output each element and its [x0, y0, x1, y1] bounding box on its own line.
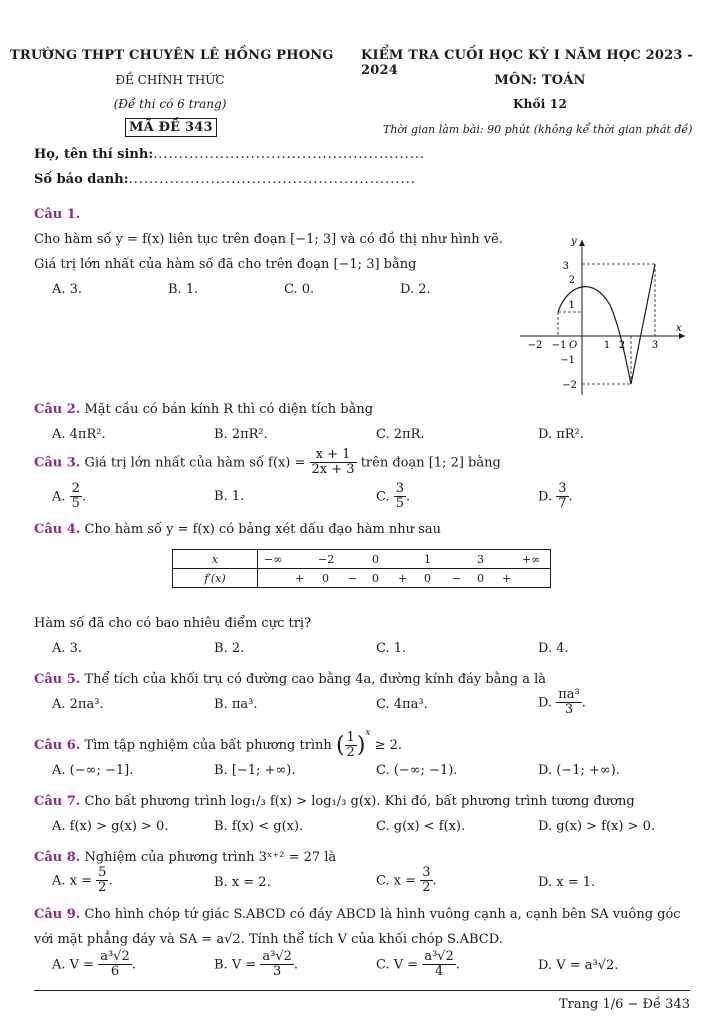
- x-tick-1: 1: [603, 340, 611, 351]
- q8-opt-c: C. x = $\frac{3}{2}$ .: [376, 865, 437, 896]
- q5-label: Câu 5.: [34, 672, 81, 687]
- q6: Câu 6. Tìm tập nghiệm của bất phương trình ( $\frac{1}{2}$ )$^x$ ≥ 2.: [34, 728, 403, 760]
- q2-opt-c: C. 2πR.: [376, 427, 425, 442]
- x-tick-3: 3: [651, 340, 659, 351]
- id-dots: ........................................................: [128, 172, 416, 187]
- q7-opt-c: C. g(x) < f(x).: [376, 819, 466, 834]
- q6-text: Tìm tập nghiệm của bất phương trình: [84, 738, 332, 753]
- q6-opt-b: B. [−1; +∞).: [214, 763, 296, 778]
- q1-opt-c: C. 0.: [284, 282, 315, 297]
- name-label: Họ, tên thí sinh:: [34, 147, 154, 162]
- q2-label: Câu 2.: [34, 402, 81, 417]
- y-tick-neg1: −1: [560, 355, 575, 366]
- q7-opt-d: D. g(x) > f(x) > 0.: [538, 819, 656, 834]
- time-note: Thời gian làm bài: 90 phút (không kể thời gian phát đề): [383, 123, 693, 136]
- q5-opt-b: B. πa³.: [214, 697, 258, 712]
- q3-opt-a: A. $\frac{2}{5}$ .: [52, 481, 87, 512]
- origin-label: O: [569, 340, 578, 351]
- q4-opt-c: C. 1.: [376, 641, 407, 656]
- sign-table: [172, 549, 551, 588]
- q4-opt-a: A. 3.: [52, 641, 83, 656]
- q3-opt-b: B. 1.: [214, 489, 245, 504]
- x-axis-label: x: [676, 323, 682, 334]
- q1-line1: Cho hàm số y = f(x) liên tục trên đoạn [−1; 3] và có đồ thị như hình vẽ.: [34, 232, 503, 247]
- q5-text: Thể tích của khối trụ có đường cao bằng 4a, đường kính đáy bằng a là: [84, 672, 547, 687]
- q8-text: Nghiệm của phương trình 3ˣ⁺² = 27 là: [84, 850, 337, 865]
- q7-opt-b: B. f(x) < g(x).: [214, 819, 304, 834]
- q2-opt-a: A. 4πR².: [52, 427, 106, 442]
- y-tick-neg2: −2: [562, 380, 577, 391]
- q1-opt-d: D. 2.: [400, 282, 431, 297]
- q9: [34, 907, 681, 922]
- row-x-values: −∞ −2 0 1 3 +∞: [258, 550, 551, 569]
- official-label: ĐỀ CHÍNH THỨC: [115, 73, 225, 87]
- row-fprime-head: f′(x): [173, 569, 258, 588]
- q8-opt-d: D. x = 1.: [538, 875, 596, 890]
- q9-opt-c: C. V = $\frac{\text{a³√2}}{4}$ .: [376, 949, 460, 980]
- function-graph: [515, 230, 695, 400]
- exam-title: KIỂM TRA CUỐI HỌC KỲ I NĂM HỌC 2023 - 2024: [361, 48, 693, 78]
- q8-opt-a: A. x = $\frac{5}{2}$ .: [52, 865, 113, 896]
- q6-opt-a: A. (−∞; −1].: [52, 763, 134, 778]
- grade: Khối 12: [513, 97, 567, 111]
- q4-label: Câu 4.: [34, 522, 81, 537]
- q1-label: Câu 1.: [34, 207, 81, 222]
- x-tick-neg2: −2: [527, 340, 543, 351]
- q2-opt-b: B. 2πR².: [214, 427, 268, 442]
- y-tick-1: 1: [568, 300, 575, 311]
- q6-label: Câu 6.: [34, 738, 81, 753]
- q5-opt-c: C. 4πa³.: [376, 697, 428, 712]
- q9-line1: Cho hình chóp tứ giác S.ABCD có đáy ABCD là hình vuông cạnh a, cạnh bên SA vuông góc: [84, 907, 681, 922]
- id-row: [34, 172, 416, 187]
- q9-opt-d: D. V = a³√2.: [538, 958, 619, 973]
- q3-pre: Giá trị lớn nhất của hàm số f(x) =: [84, 455, 306, 471]
- x-tick-2: 2: [618, 340, 626, 351]
- sign-row-x: [173, 550, 551, 569]
- q3: [34, 448, 501, 478]
- q3-opt-d: D. $\frac{3}{7}$ .: [538, 481, 573, 512]
- q9-line2: với mặt phẳng đáy và SA = a√2. Tính thể tích V của khối chóp S.ABCD.: [34, 932, 503, 947]
- sign-row-fprime: [173, 569, 551, 588]
- footer-rule: [34, 990, 690, 991]
- q9-opt-b: B. V = $\frac{\text{a³√2}}{3}$ .: [214, 949, 299, 980]
- q5-opt-a: A. 2πa³.: [52, 697, 104, 712]
- q5-opt-d: D. $\frac{\text{πa³}}{3}$ .: [538, 687, 586, 718]
- name-dots: .....................................................: [153, 147, 426, 162]
- name-row: [34, 147, 425, 162]
- y-axis-arrow: [579, 240, 585, 246]
- exam-code: MÃ ĐỀ 343: [125, 118, 217, 137]
- y-tick-2: 2: [568, 275, 575, 286]
- q3-post: trên đoạn [1; 2] bằng: [360, 455, 501, 471]
- row-x-head: x: [173, 550, 258, 569]
- q1-opt-b: B. 1.: [168, 282, 199, 297]
- row-fprime-values: + 0 − 0 + 0 − 0 +: [258, 569, 551, 588]
- q1-opt-a: A. 3.: [52, 282, 83, 297]
- q8: [34, 850, 336, 865]
- x-tick-neg1: −1: [551, 340, 567, 351]
- page-footer: Trang 1/6 − Đề 343: [559, 997, 690, 1012]
- q2-text: Mặt cầu có bán kính R thì có diện tích bằng: [84, 402, 374, 417]
- q7: [34, 794, 635, 809]
- q6-opt-d: D. (−1; +∞).: [538, 763, 620, 778]
- q4-opt-d: D. 4.: [538, 641, 569, 656]
- q4-text: Cho hàm số y = f(x) có bảng xét dấu đạo hàm như sau: [84, 522, 441, 537]
- subject: MÔN: TOÁN: [494, 73, 586, 88]
- q4-question: Hàm số đã cho có bao nhiêu điểm cực trị?: [34, 616, 312, 631]
- q7-opt-a: A. f(x) > g(x) > 0.: [52, 819, 169, 834]
- q7-label: Câu 7.: [34, 794, 81, 809]
- q1-line2: Giá trị lớn nhất của hàm số đã cho trên đoạn [−1; 3] bằng: [34, 257, 417, 272]
- q4-opt-b: B. 2.: [214, 641, 245, 656]
- q9-opt-a: A. V = $\frac{\text{a³√2}}{6}$ .: [52, 949, 136, 980]
- q8-label: Câu 8.: [34, 850, 81, 865]
- id-label: Số báo danh:: [34, 172, 129, 187]
- q5: [34, 672, 546, 687]
- q3-opt-c: C. $\frac{3}{5}$ .: [376, 481, 411, 512]
- pages-note: (Đề thi có 6 trang): [113, 97, 227, 111]
- q7-text: Cho bất phương trình log₁/₃ f(x) > log₁/₃ g(x). Khi đó, bất phương trình tương đương: [84, 794, 635, 809]
- q6-opt-c: C. (−∞; −1).: [376, 763, 458, 778]
- q9-label: Câu 9.: [34, 907, 81, 922]
- school-name: TRƯỜNG THPT CHUYÊN LÊ HỒNG PHONG: [10, 48, 334, 63]
- q4: [34, 522, 441, 537]
- q3-fraction: $\frac{x + 1}{2x + 3}$: [311, 447, 355, 478]
- q8-opt-b: B. x = 2.: [214, 875, 271, 890]
- q2-opt-d: D. πR².: [538, 427, 584, 442]
- y-axis-label: y: [571, 236, 577, 247]
- q2: [34, 402, 373, 417]
- y-tick-3: 3: [562, 261, 569, 272]
- q3-label: Câu 3.: [34, 455, 81, 471]
